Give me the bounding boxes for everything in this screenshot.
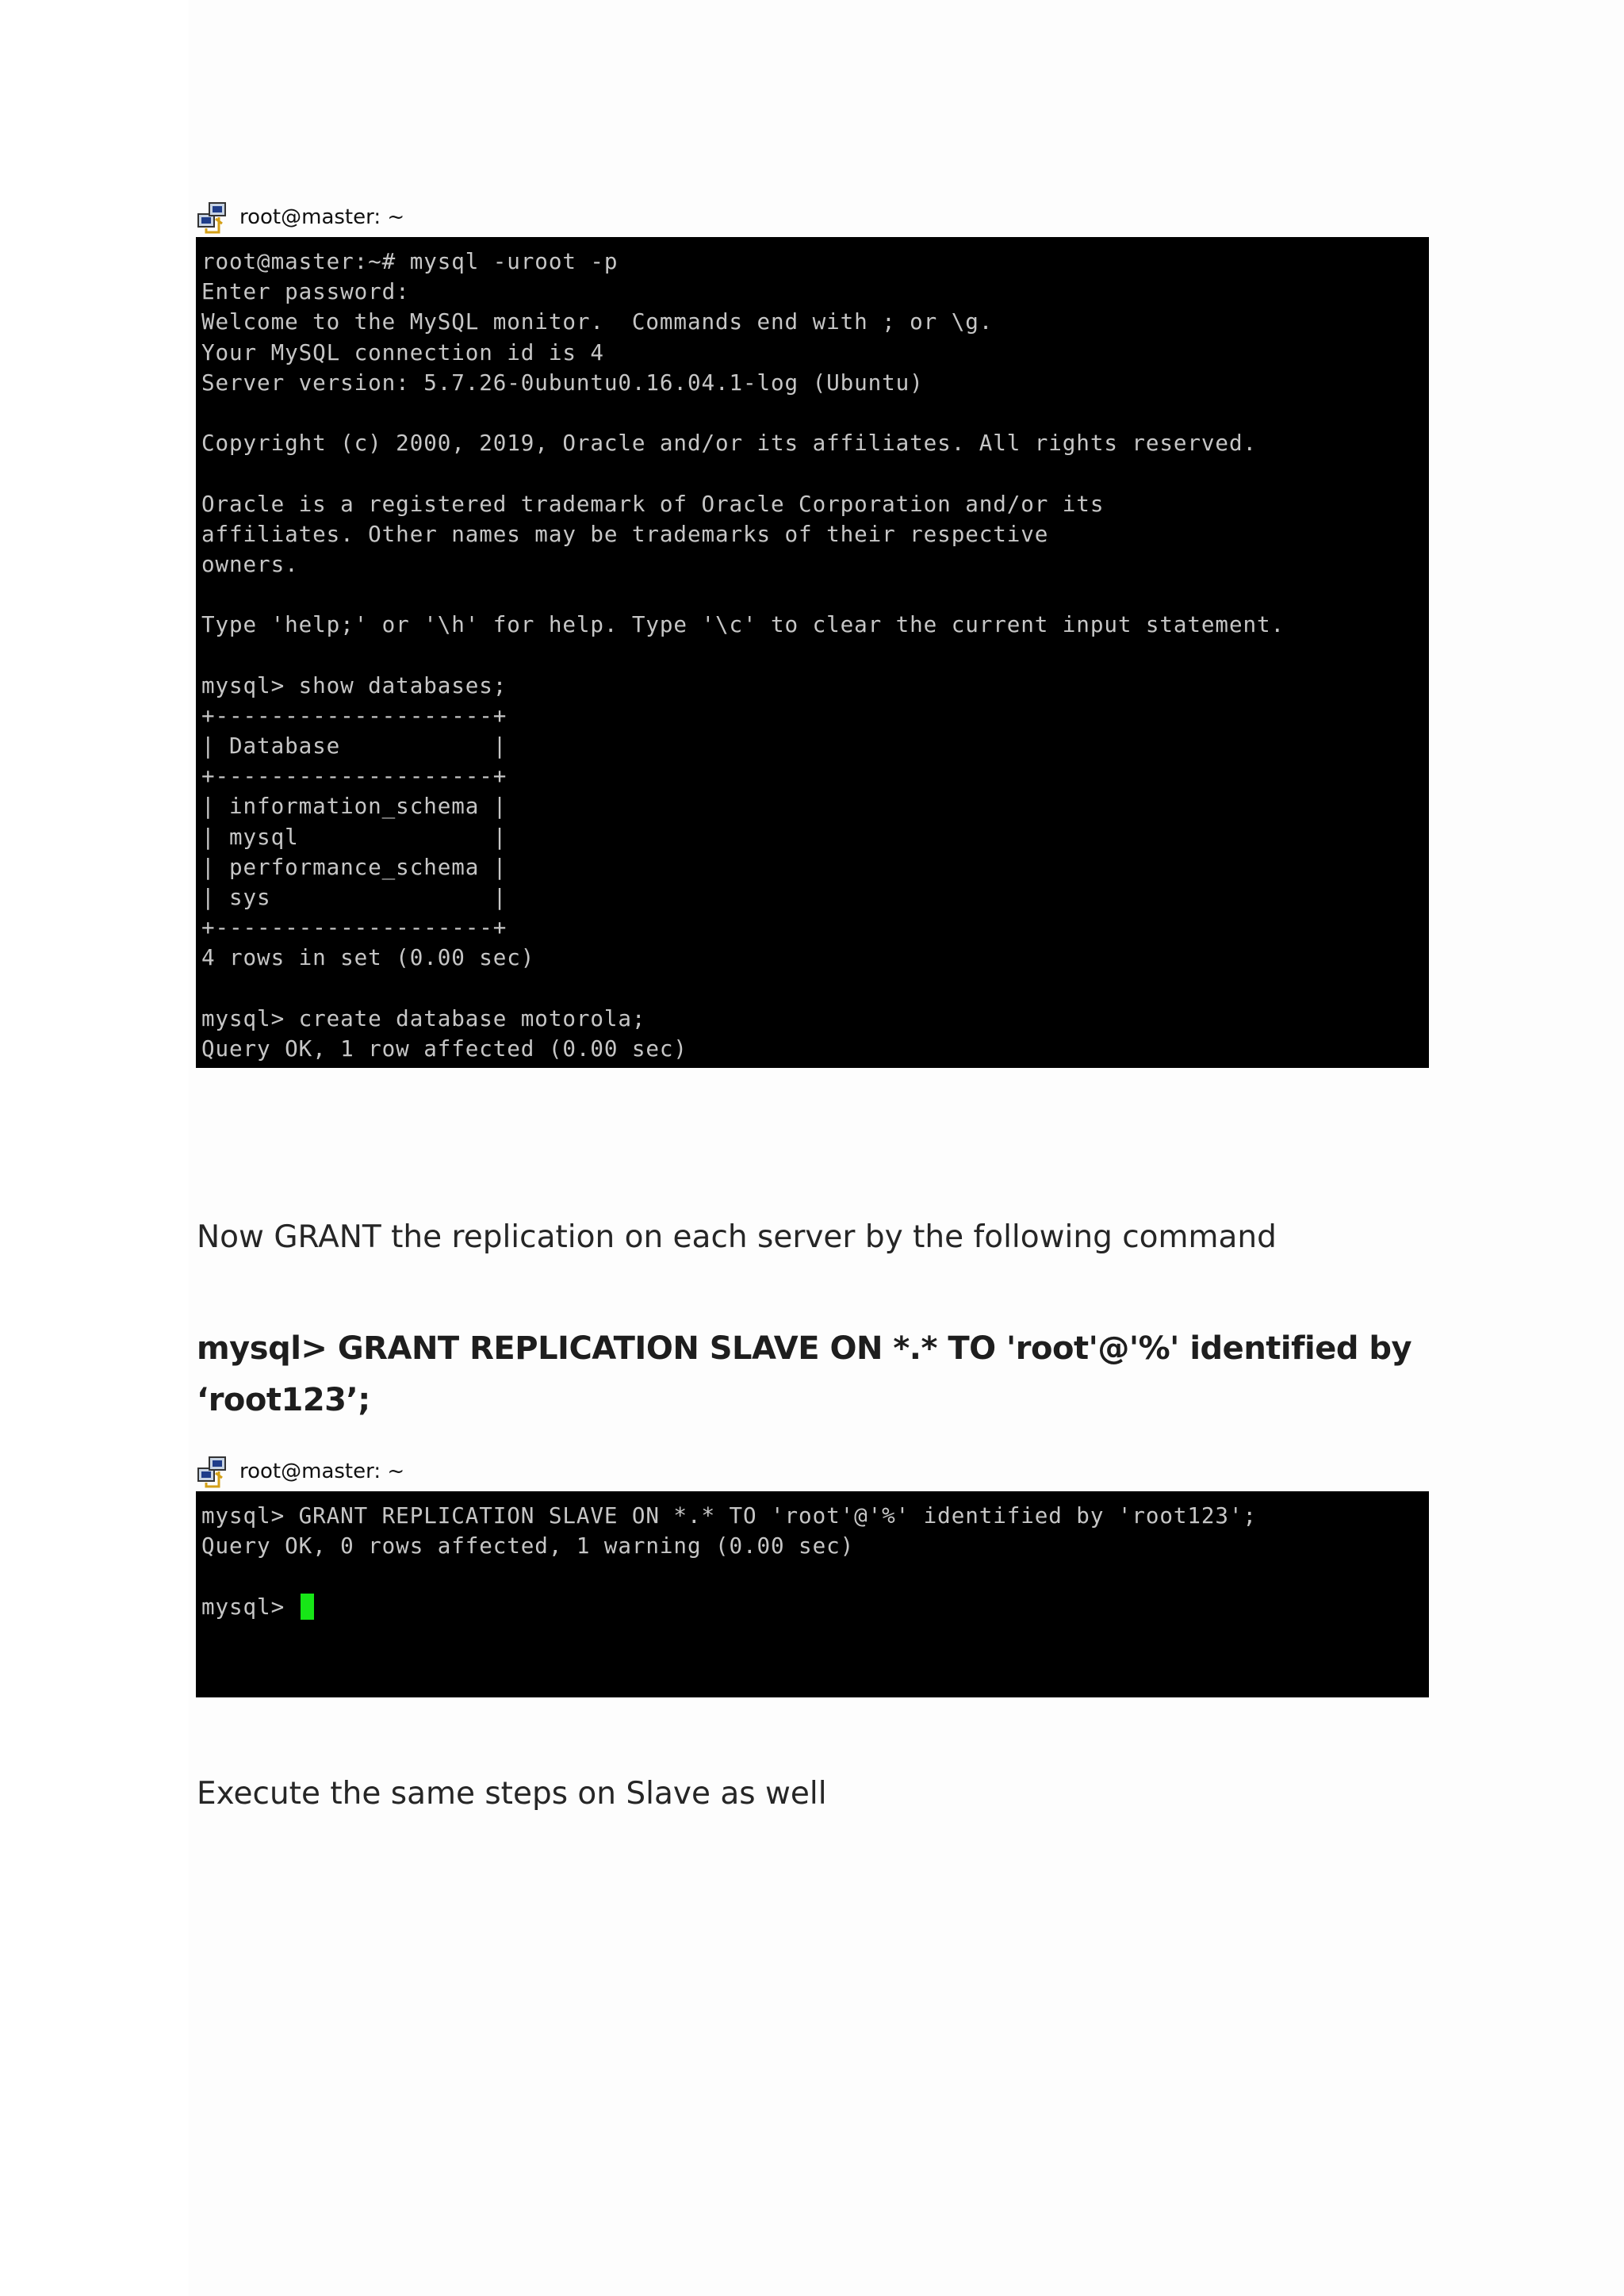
terminal-window-2[interactable]	[196, 1491, 1429, 1697]
terminal-line: Enter password:	[201, 278, 410, 305]
terminal-line	[201, 458, 1429, 488]
terminal-line: mysql> create database motorola;	[201, 1004, 646, 1031]
terminal-line: affiliates. Other names may be trademarks of their respective	[201, 520, 1049, 547]
terminal-line: Query OK, 1 row affected (0.00 sec)	[201, 1035, 688, 1062]
terminal-line: Welcome to the MySQL monitor. Commands end with ; or \g.	[201, 308, 994, 335]
terminal-prompt-line[interactable]	[201, 1592, 1429, 1622]
terminal-line: root@master:~# mysql -uroot -p	[201, 248, 619, 274]
terminal-line: Server version: 5.7.26-0ubuntu0.16.04.1-log (Ubuntu)	[201, 369, 924, 396]
terminal-line: Copyright (c) 2000, 2019, Oracle and/or its affiliates. All rights reserved.	[201, 430, 1257, 457]
terminal-line	[201, 974, 1429, 1004]
terminal-line	[201, 640, 1429, 670]
text-cursor	[301, 1594, 314, 1620]
terminal-line: | mysql |	[201, 823, 508, 850]
terminal-line: | information_schema |	[201, 793, 508, 820]
terminal-line	[201, 580, 1429, 610]
terminal-line: owners.	[201, 550, 299, 577]
terminal-window-2-title: root@master: ~	[239, 1460, 405, 1483]
terminal-line: Query OK, 0 rows affected, 1 warning (0.00 sec)	[201, 1533, 855, 1559]
terminal-line: Type 'help;' or '\h' for help. Type '\c' to clear the current input statement.	[201, 611, 1285, 638]
terminal-line: mysql> show databases;	[201, 672, 508, 698]
terminal-line	[201, 398, 1429, 428]
closing-text: Execute the same steps on Slave as well	[197, 1776, 827, 1812]
terminal-line: | performance_schema |	[201, 853, 508, 880]
terminal-window-2-titlebar	[195, 1452, 404, 1491]
terminal-line	[201, 1561, 1429, 1591]
terminal-line: | Database |	[201, 733, 508, 759]
prompt-text: mysql>	[201, 1593, 299, 1620]
terminal-line: | sys |	[201, 883, 508, 910]
terminal-line: Your MySQL connection id is 4	[201, 339, 604, 365]
terminal-line: +--------------------+	[201, 702, 508, 729]
putty-icon	[195, 1454, 230, 1489]
terminal-line: Oracle is a registered trademark of Oracle Corporation and/or its	[201, 490, 1105, 517]
instruction-text: Now GRANT the replication on each server by the following command	[197, 1219, 1277, 1255]
terminal-window-1[interactable]	[196, 237, 1429, 1068]
grant-command-text: mysql> GRANT REPLICATION SLAVE ON *.* TO 'root'@'%' identified by ‘root123’;	[197, 1330, 1412, 1418]
terminal-line: +--------------------+	[201, 763, 508, 790]
putty-icon	[195, 200, 230, 235]
terminal-line: 4 rows in set (0.00 sec)	[201, 944, 535, 971]
terminal-line: +--------------------+	[201, 914, 508, 941]
terminal-window-1-titlebar	[195, 197, 404, 237]
terminal-window-1-title: root@master: ~	[239, 205, 405, 229]
terminal-line: mysql> GRANT REPLICATION SLAVE ON *.* TO 'root'@'%' identified by 'root123';	[201, 1502, 1257, 1529]
